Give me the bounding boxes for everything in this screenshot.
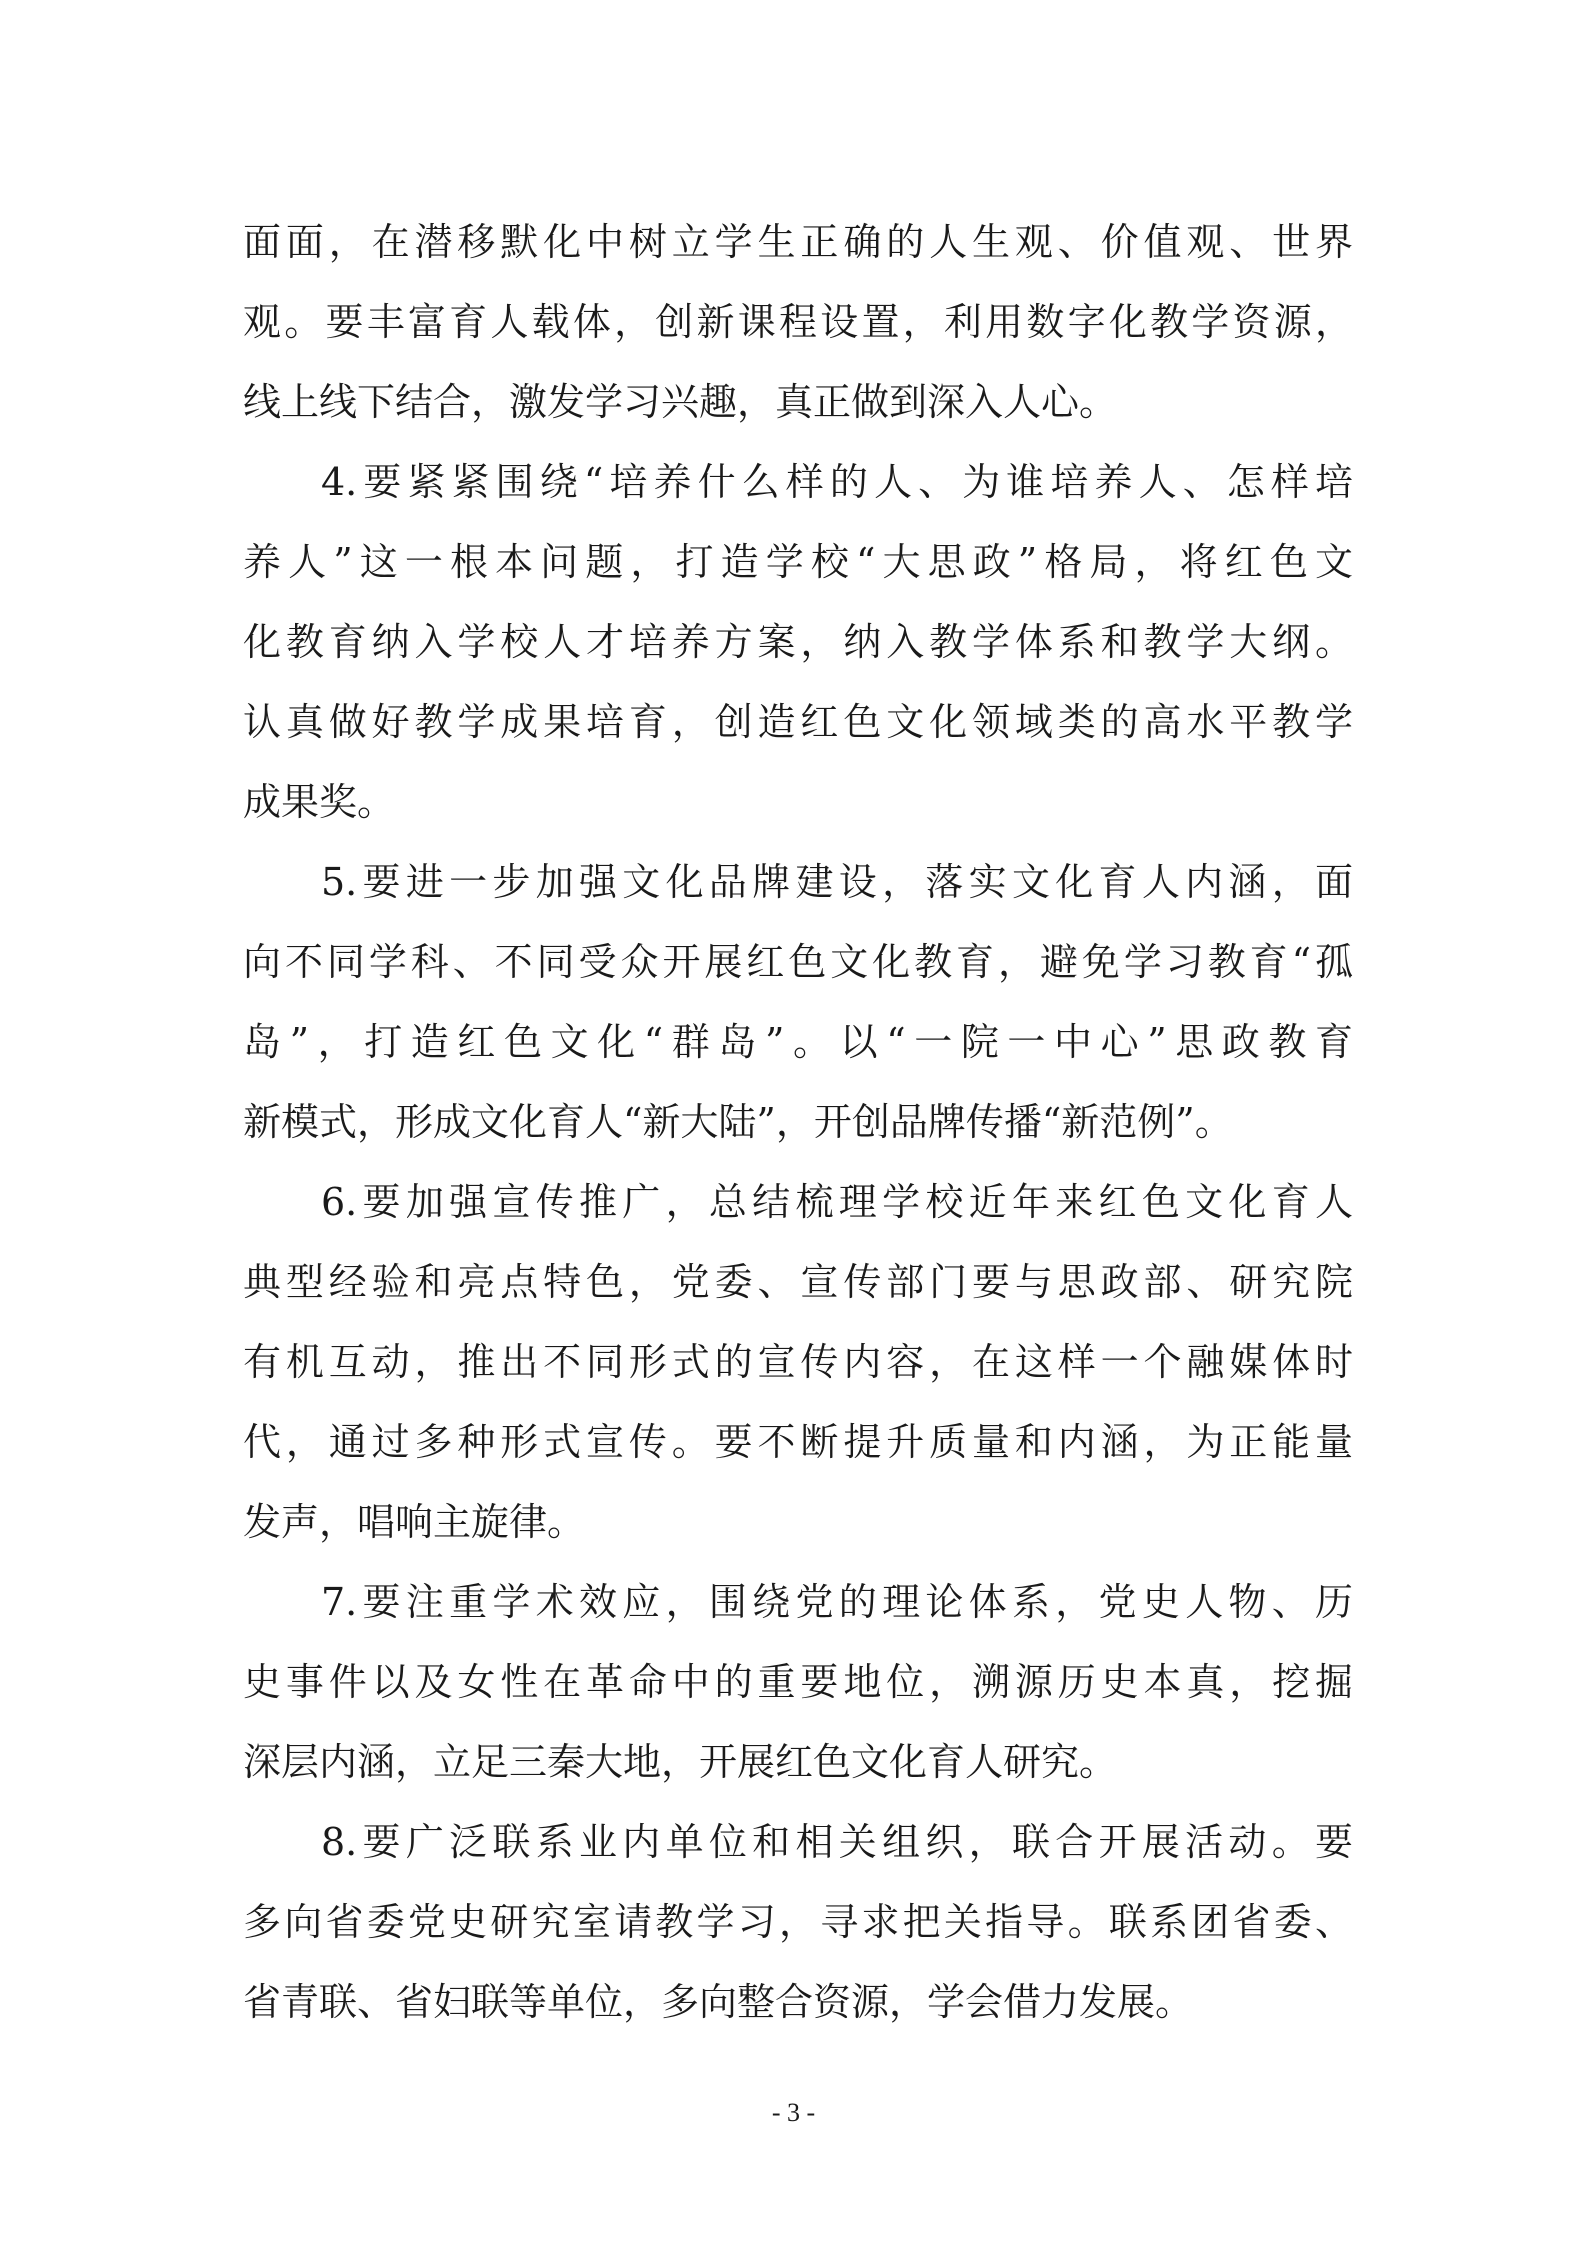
text-line: 面面，在潜移默化中树立学生正确的人生观、价值观、世界	[243, 220, 1353, 264]
page-number: - 3 -	[771, 2098, 816, 2127]
text-line: 观。要丰富育人载体，创新课程设置，利用数字化教学资源，	[243, 300, 1353, 344]
text-line: 4.要紧紧围绕“培养什么样的人、为谁培养人、怎样培	[321, 460, 1353, 504]
text-line: 多向省委党史研究室请教学习，寻求把关指导。联系团省委、	[243, 1900, 1353, 1944]
text-line: 7.要注重学术效应，围绕党的理论体系，党史人物、历	[321, 1580, 1353, 1624]
text-line: 岛”，打造红色文化“群岛”。以“一院一中心”思政教育	[243, 1020, 1353, 1064]
text-line: 成果奖。	[243, 780, 396, 824]
text-line: 化教育纳入学校人才培养方案，纳入教学体系和教学大纲。	[243, 620, 1353, 664]
text-line: 深层内涵，立足三秦大地，开展红色文化育人研究。	[243, 1740, 1118, 1784]
text-line: 典型经验和亮点特色，党委、宣传部门要与思政部、研究院	[243, 1260, 1353, 1304]
text-line: 5.要进一步加强文化品牌建设，落实文化育人内涵，面	[321, 860, 1353, 904]
text-line: 省青联、省妇联等单位，多向整合资源，学会借力发展。	[243, 1980, 1194, 2024]
text-line: 向不同学科、不同受众开展红色文化教育，避免学习教育“孤	[243, 940, 1353, 984]
text-line: 认真做好教学成果培育，创造红色文化领域类的高水平教学	[243, 700, 1353, 744]
text-line: 8.要广泛联系业内单位和相关组织，联合开展活动。要	[321, 1820, 1353, 1864]
text-line: 6.要加强宣传推广，总结梳理学校近年来红色文化育人	[321, 1180, 1353, 1224]
text-line: 发声，唱响主旋律。	[243, 1500, 586, 1544]
text-line: 史事件以及女性在革命中的重要地位，溯源历史本真，挖掘	[243, 1660, 1353, 1704]
text-line: 代，通过多种形式宣传。要不断提升质量和内涵，为正能量	[243, 1420, 1353, 1464]
text-line: 养人”这一根本问题，打造学校“大思政”格局，将红色文	[243, 540, 1353, 584]
text-line: 有机互动，推出不同形式的宣传内容，在这样一个融媒体时	[243, 1340, 1353, 1384]
text-line: 新模式，形成文化育人“新大陆”，开创品牌传播“新范例”。	[243, 1100, 1233, 1144]
text-line: 线上线下结合，激发学习兴趣，真正做到深入人心。	[243, 380, 1118, 424]
